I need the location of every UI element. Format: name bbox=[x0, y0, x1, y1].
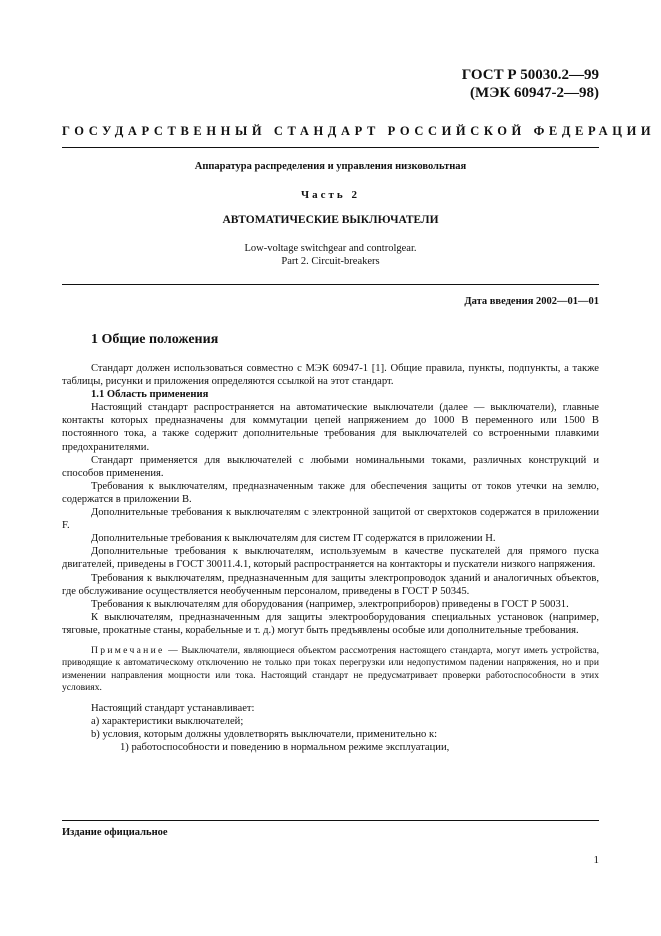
english-title bbox=[62, 242, 599, 268]
note-label: Примечание bbox=[91, 644, 165, 656]
standard-title: АВТОМАТИЧЕСКИЕ ВЫКЛЮЧАТЕЛИ bbox=[222, 214, 439, 226]
paragraph: Стандарт должен использоваться совместно с МЭК 60947-1 [1]. Общие правила, пункты, подпункты, а также таблицы, рисунки и приложения определяются ссылкой на этот стандарт. bbox=[62, 363, 599, 388]
edition-label: Издание официальное bbox=[62, 827, 168, 838]
paragraph: Стандарт применяется для выключателей с любыми номинальными токами, различных конструкций и способов применения. bbox=[62, 454, 599, 479]
part-label: Часть 2 bbox=[301, 189, 360, 201]
section-body bbox=[62, 362, 599, 755]
iec-number: (МЭК 60947-2—98) bbox=[470, 85, 599, 101]
introduction-date: Дата введения 2002—01—01 bbox=[464, 296, 599, 307]
gost-number: ГОСТ Р 50030.2—99 bbox=[461, 67, 599, 83]
top-divider bbox=[62, 147, 599, 148]
list-item: 1) работоспособности и поведению в нормальном режиме эксплуатации, bbox=[120, 742, 450, 754]
gost-number-block bbox=[462, 66, 599, 102]
list-item: b) условия, которым должны удовлетворять выключатели, применительно к: bbox=[91, 729, 438, 741]
note bbox=[62, 645, 599, 694]
paragraph: Дополнительные требования к выключателям, используемым в качестве пускателей для прямого пуска двигателей, приведены в ГОСТ 30011.4.1, который распространяется на контакторы и пускатели низкого напряжения. bbox=[62, 546, 599, 571]
section-heading: 1 Общие положения bbox=[91, 332, 219, 347]
page-number: 1 bbox=[593, 854, 599, 866]
standard-subtitle: Аппаратура распределения и управления низковольтная bbox=[194, 161, 467, 172]
english-title-line2: Part 2. Circuit-breakers bbox=[281, 256, 380, 267]
list-item: а) характеристики выключателей; bbox=[91, 716, 244, 728]
paragraph: К выключателям, предназначенным для защиты электрооборудования специальных установок (например, тяговые, прокатные станы, корабельные и т. д.) могут быть предъявлены особые или дополнительные требования. bbox=[62, 611, 599, 636]
paragraph: Требования к выключателям, предназначенным для защиты электропроводок зданий и аналогичных объектов, где обслуживание осуществляется необученным персоналом, приведены в ГОСТ Р 50345. bbox=[62, 572, 599, 597]
paragraph: Требования к выключателям для оборудования (например, электроприборов) приведены в ГОСТ Р 50031. bbox=[91, 598, 569, 610]
paragraph: Настоящий стандарт устанавливает: bbox=[91, 703, 255, 715]
paragraph: Дополнительные требования к выключателям с электронной защитой от сверхтоков содержатся в приложении F. bbox=[62, 507, 599, 532]
subsection-heading: 1.1 Область применения bbox=[91, 389, 209, 401]
bottom-divider bbox=[62, 820, 599, 821]
state-standard-heading: ГОСУДАРСТВЕННЫЙ СТАНДАРТ РОССИЙСКОЙ ФЕДЕРАЦИИ bbox=[62, 124, 656, 138]
note-text: — Выключатели, являющиеся объектом рассмотрения настоящего стандарта, могут иметь устройства, приводящие к автоматическому отключению не только при токах перегрузки или недопустимом падении напряжения, но и при изменении направления мощности или тока. Настоящий стандарт не предусматривает проверки работоспособности в этих условиях. bbox=[62, 644, 599, 693]
paragraph: Дополнительные требования к выключателям для систем IT содержатся в приложении H. bbox=[91, 533, 496, 545]
english-title-line1: Low-voltage switchgear and controlgear. bbox=[244, 243, 417, 254]
middle-divider bbox=[62, 284, 599, 285]
paragraph: Настоящий стандарт распространяется на автоматические выключатели (далее — выключатели), главные контакты которых предназначены для коммутации цепей напряжением до 1000 В переменного или 1500 В постоянного тока, а также содержит дополнительные требования для выключателей со встроенными плавкими предохранителями. bbox=[62, 402, 599, 453]
paragraph: Требования к выключателям, предназначенным также для обеспечения защиты от токов утечки на землю, содержатся в приложении B. bbox=[62, 480, 599, 505]
